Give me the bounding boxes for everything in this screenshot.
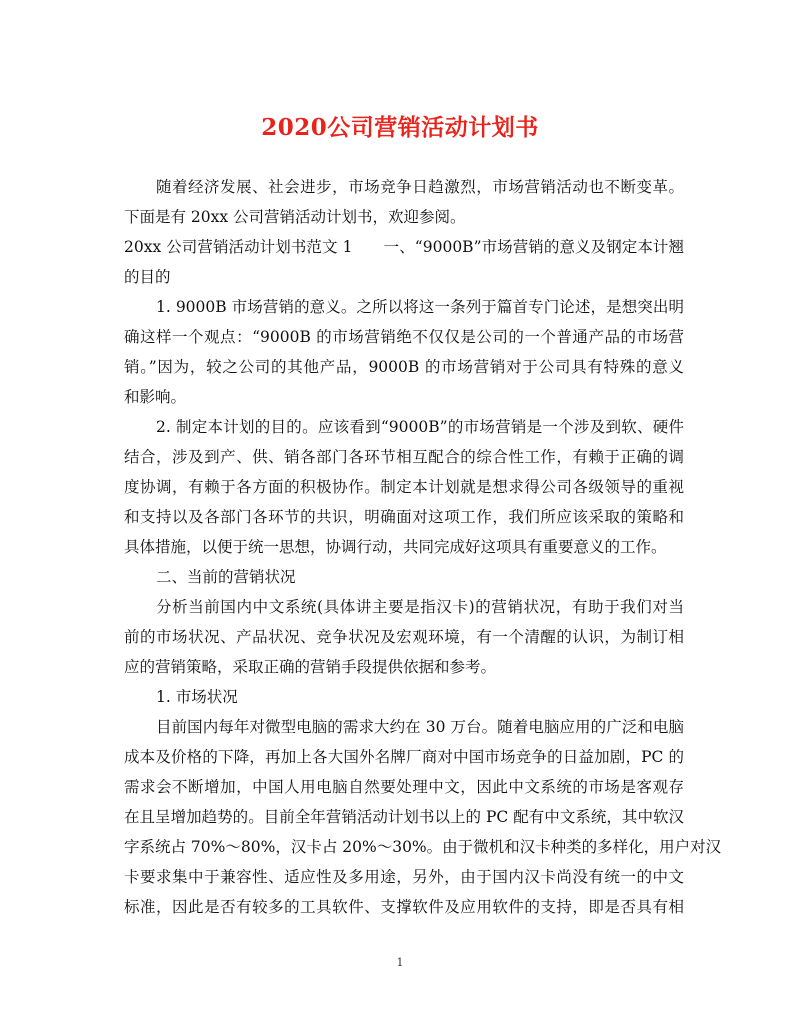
text-line: 具体措施，以便于统一思想，协调行动，共同完成好这项具有重要意义的工作。 [124,538,667,556]
document-title: 2020公司营销活动计划书 [261,114,539,141]
text-line: 成本及价格的下降，再加上各大国外名牌厂商对中国市场竞争的日益加剧，PC 的 [124,748,684,766]
text-line: 1. 市场状况 [156,688,238,706]
text-line: 字系统占 70%～80%，汉卡占 20%～30%。由于微机和汉卡种类的多样化，用户对汉 [124,838,722,856]
text-line: 目前国内每年对微型电脑的需求大约在 30 万台。随着电脑应用的广泛和电脑 [156,718,684,736]
text-line: 2. 制定本计划的目的。应该看到“9000B”的市场营销是一个涉及到软、硬件 [156,418,684,436]
text-line: 销。”因为，较之公司的其他产品，9000B 的市场营销对于公司具有特殊的意义 [124,358,684,376]
text-line: 20xx 公司营销活动计划书范文 1 一、“9000B”市场营销的意义及钢定本计翘 [124,238,684,256]
text-line: 卡要求集中于兼容性、适应性及多用途，另外，由于国内汉卡尚没有统一的中文 [124,868,684,886]
text-line: 需求会不断增加，中国人用电脑自然要处理中文，因此中文系统的市场是客观存 [124,778,684,796]
text-line: 的目的 [124,268,171,286]
text-line: 随着经济发展、社会进步，市场竞争日趋激烈，市场营销活动也不断变革。 [156,178,684,196]
text-line: 和影响。 [124,388,187,406]
text-line: 1. 9000B 市场营销的意义。之所以将这一条列于篇首专门论述，是想突出明 [156,298,684,316]
text-line: 和支持以及各部门各环节的共识，明确面对这项工作，我们所应该采取的策略和 [124,508,684,526]
page-number: 1 [396,956,404,969]
text-line: 度协调，有赖于各方面的积极协作。制定本计划就是想求得公司各级领导的重视 [124,478,684,496]
text-line: 二、当前的营销状况 [156,568,296,586]
text-line: 下面是有 20xx 公司营销活动计划书，欢迎参阅。 [124,208,466,226]
text-line: 应的营销策略，采取正确的营销手段提供依据和参考。 [124,658,497,676]
text-line: 结合，涉及到产、供、销各部门各环节相互配合的综合性工作，有赖于正确的调 [124,448,684,466]
text-line: 确这样一个观点：“9000B 的市场营销绝不仅仅是公司的一个普通产品的市场营 [124,328,684,346]
text-line: 分析当前国内中文系统(具体讲主要是指汉卡)的营销状况，有助于我们对当 [156,598,684,616]
document-body [124,172,722,922]
text-line: 前的市场状况、产品状况、竞争状况及宏观环境，有一个清醒的认识，为制订相 [124,628,684,646]
text-line: 标准，因此是否有较多的工具软件、支撑软件及应用软件的支持，即是否具有相 [124,898,684,916]
text-line: 在且呈增加趋势的。目前全年营销活动计划书以上的 PC 配有中文系统，其中软汉 [124,808,684,826]
